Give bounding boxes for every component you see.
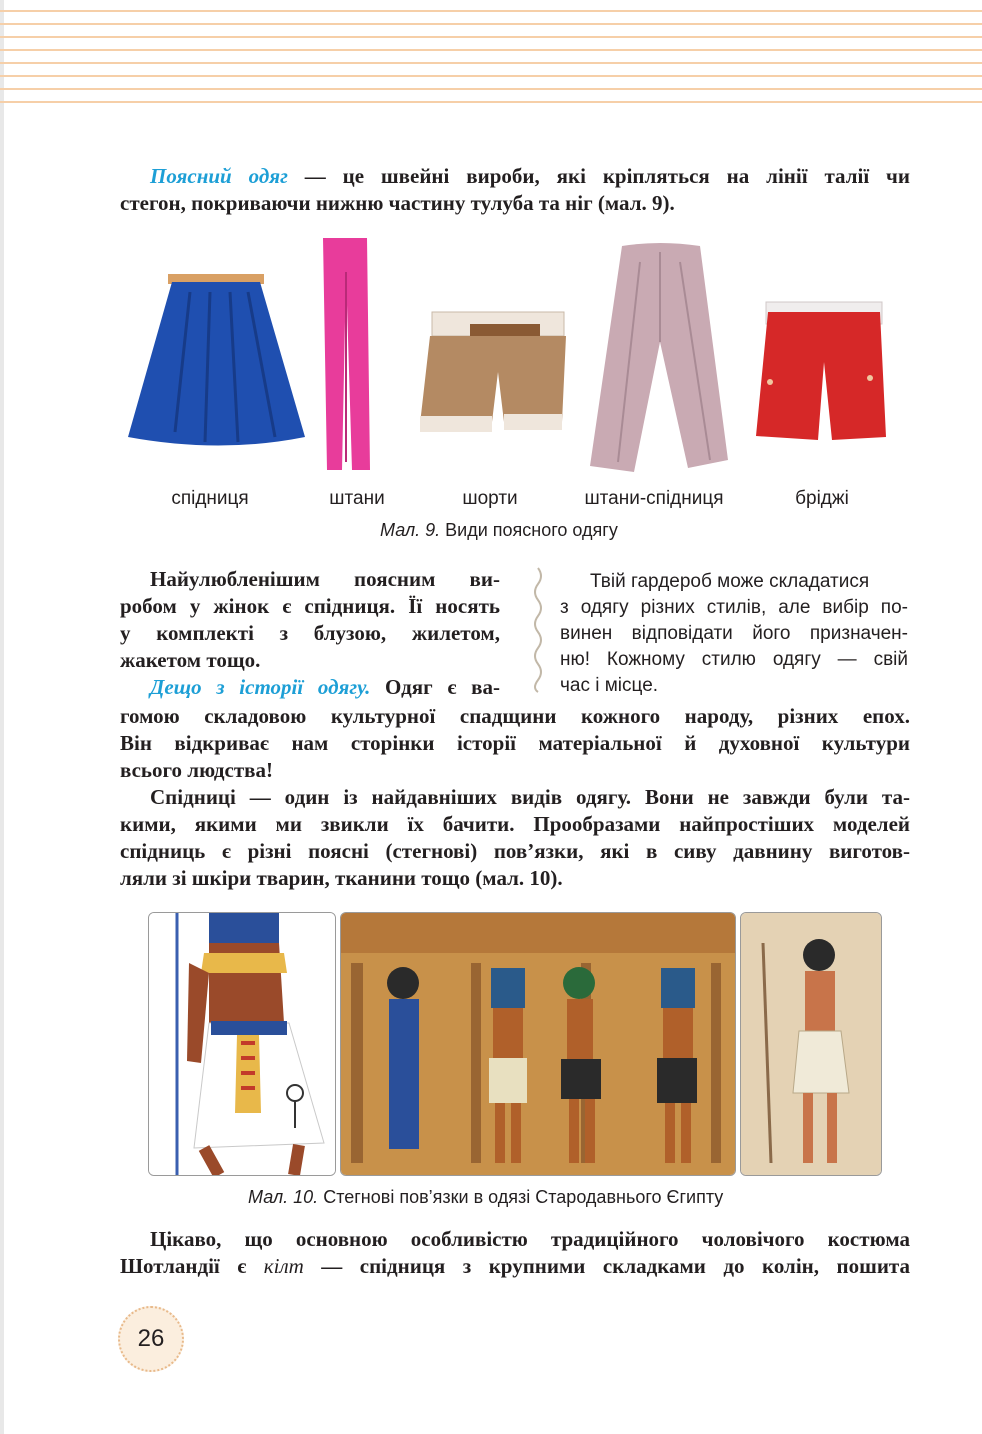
page-edge	[0, 0, 4, 1434]
para-history-line-3: всього людства!	[120, 758, 274, 782]
label-trousers: штани	[329, 488, 385, 509]
para-history-line-2: Він відкриває нам сторінки історії матеріальної й духовної культури	[120, 731, 910, 755]
egyptian-relief-image	[740, 912, 882, 1176]
figure-1	[387, 967, 419, 1149]
breeches-image	[756, 302, 886, 440]
skirt-image	[128, 274, 305, 446]
para-kilt-line-1: Цікаво, що основною особливістю традиційного чоловічого костюма	[150, 1227, 910, 1251]
para-skirts-line-3: спідниць є різні поясні (стегнові) пов’язки, які в сиву давнину виготов-	[120, 839, 910, 863]
para-left-line-3: у комплекті з блузою, жилетом,	[120, 621, 500, 645]
term-kilt: кілт	[263, 1254, 304, 1278]
shorts-image	[420, 312, 566, 432]
sidenote-line-5: час і місце.	[560, 675, 659, 696]
para-left-line-2: робом у жінок є спідниця. Її носять	[120, 594, 500, 618]
figure-9-illustrations	[120, 232, 910, 482]
figure-10-caption: Мал. 10. Стегнові пов’язки в одязі Стародавнього Єгипту	[248, 1187, 724, 1207]
intro-line-2: стегон, покриваючи нижню частину тулуба та ніг (мал. 9).	[120, 191, 675, 215]
egyptian-pharaoh-drawing	[148, 912, 336, 1176]
term-clothing-history: Дещо з історії одягу.	[150, 675, 371, 699]
sidenote-line-3: винен відповідати його призначен-	[560, 623, 908, 644]
culottes-image	[590, 243, 728, 472]
para-kilt-line-2: Шотландії є кілт — спідниця з крупними складками до колін, пошита	[120, 1254, 910, 1278]
label-shorts: шорти	[462, 488, 518, 509]
sidenote-divider	[528, 566, 548, 694]
sidenote-line-4: ню! Кожному стилю одягу — свій	[560, 649, 908, 670]
para-history-line-1: гомою складовою культурної спадщини кожного народу, різних епох.	[120, 704, 910, 728]
label-skirt: спідниця	[171, 488, 249, 509]
intro-line-1: Поясний одяг — це швейні вироби, які кріпляться на лінії талії чи	[150, 164, 910, 188]
history-lead-line: Дещо з історії одягу. Одяг є ва-	[150, 675, 500, 699]
para-left-line-1: Найулюбленішим поясним ви-	[150, 567, 500, 591]
term-waist-clothing: Поясний одяг	[150, 164, 288, 188]
label-breeches: бріджі	[795, 488, 849, 509]
label-culottes: штани-спідниця	[584, 488, 724, 509]
para-skirts-line-2: кими, якими ми звикли їх бачити. Прообразами найпростіших моделей	[120, 812, 910, 836]
figure-9-caption: Мал. 9. Види поясного одягу	[380, 520, 618, 540]
para-skirts-line-1: Спідниці — один із найдавніших видів одягу. Вони не завжди були та-	[150, 785, 910, 809]
para-left-line-4: жакетом тощо.	[120, 648, 261, 672]
trousers-image	[323, 238, 370, 470]
decorative-rule-lines	[0, 0, 982, 110]
egyptian-papyrus-painting	[340, 912, 736, 1176]
page-number: 26	[118, 1306, 184, 1372]
para-skirts-line-4: ляли зі шкіри тварин, тканини тощо (мал. 10).	[120, 866, 563, 890]
sidenote-line-2: з одягу різних стилів, але вибір по-	[560, 597, 908, 618]
sidenote-line-1: Твій гардероб може складатися	[590, 571, 870, 592]
